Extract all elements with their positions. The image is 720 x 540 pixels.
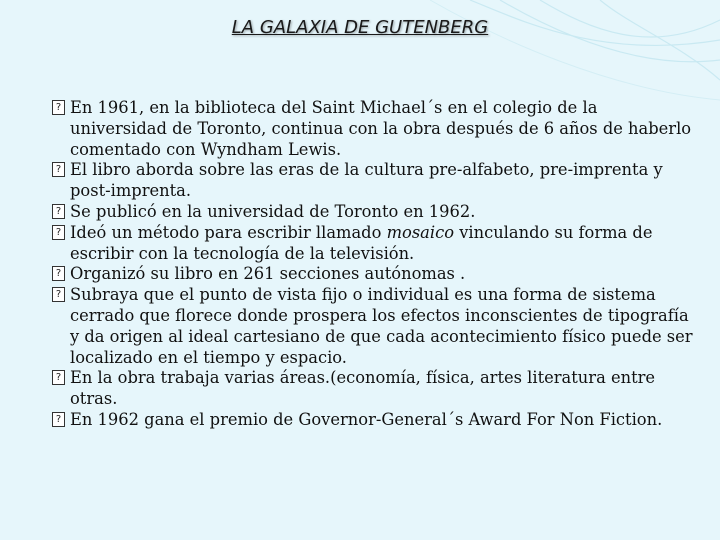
missing-glyph-icon: ? [52, 204, 65, 219]
bullet-list [48, 98, 698, 431]
bullet-text: En 1961, en la biblioteca del Saint Michael´s en el colegio de la universidad de Toronto, continua con la obra después de 6 años de haberlo comentado con Wyndham Lewis. [70, 98, 692, 159]
bullet-text: Se publicó en la universidad de Toronto en 1962. [70, 201, 476, 221]
bullet-text-before: Ideó un método para escribir llamado [70, 222, 387, 242]
bullet-text: Subraya que el punto de vista fijo o individual es una forma de sistema cerrado que florece donde prospera los efectos inconscientes de tipografía y da origen al ideal cartesiano de que cada acontecimiento físico puede ser localizado en el tiempo y espacio. [70, 285, 693, 367]
missing-glyph-icon: ? [52, 370, 65, 385]
bullet-item [48, 202, 698, 223]
bullet-item [48, 223, 698, 265]
slide-title: LA GALAXIA DE GUTENBERG [231, 17, 489, 38]
bullet-text: En 1962 gana el premio de Governor-General´s Award For Non Fiction. [70, 409, 663, 429]
missing-glyph-icon: ? [52, 266, 65, 281]
missing-glyph-icon: ? [52, 412, 65, 427]
bullet-item [48, 368, 698, 410]
bullet-text: El libro aborda sobre las eras de la cultura pre-alfabeto, pre-imprenta y post-imprenta. [70, 160, 663, 201]
missing-glyph-icon: ? [52, 287, 65, 302]
bullet-item [48, 285, 698, 368]
bullet-item [48, 410, 698, 431]
missing-glyph-icon: ? [52, 225, 65, 240]
bullet-text-emphasis: mosaico [386, 222, 455, 242]
missing-glyph-icon: ? [52, 100, 65, 115]
bullet-item [48, 264, 698, 285]
bullet-item [48, 160, 698, 202]
bullet-text: En la obra trabaja varias áreas.(economía, física, artes literatura entre otras. [70, 368, 656, 409]
missing-glyph-icon: ? [52, 162, 65, 177]
bullet-text: Organizó su libro en 261 secciones autónomas . [70, 264, 466, 284]
bullet-text-after: vinculando su forma de escribir con la tecnología de la televisión. [70, 222, 653, 263]
bullet-item [48, 98, 698, 160]
